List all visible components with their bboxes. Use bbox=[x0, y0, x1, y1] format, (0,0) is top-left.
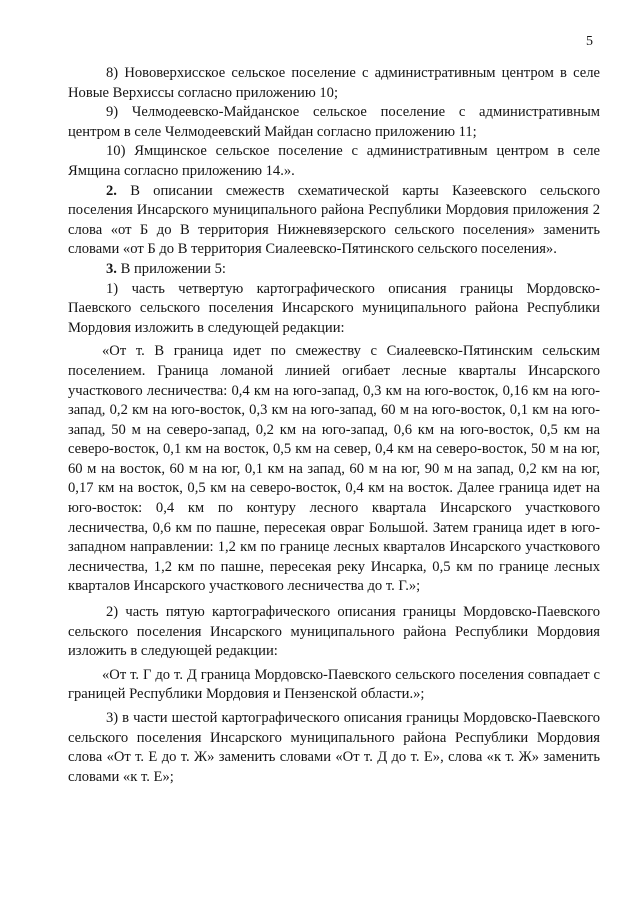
paragraph-item-8: 8) Нововерхисское сельское поселение с административным центром в селе Новые Верхиссы согласно приложению 10; bbox=[68, 65, 600, 101]
paragraph-subitem-2: 2) часть пятую картографического описания границы Мордовско-Паевского сельского поселения Инсарского муниципального района Республики Мордовия изложить в следующей редакции: bbox=[68, 604, 600, 660]
document-body bbox=[68, 64, 600, 787]
paragraph-section-3 bbox=[68, 260, 600, 280]
paragraph-section-2 bbox=[68, 182, 600, 260]
quoted-boundary-description: «От т. В граница идет по смежеству с Сиалеевско-Пятинским сельским поселением. Граница ломаной линией огибает лесные кварталы Инсарского участкового лесничества: 0,4 км на юго-запад, 0,3 км на юго-восток, 0,16 км на юго-запад, 0,2 км на юго-восток, 0,3 км на юго-запад, 60 м на юго-восток, 0,1 км на юго-запад, 50 м на северо-запад, 0,2 км на юго-запад, 0,6 км на юго-восток, 0,5 км на северо-восток, 0,1 км на восток, 0,5 км на север, 0,4 км на северо-восток, 50 м на юг, 60 м на восток, 60 м на юг, 0,1 км на запад, 60 м на юг, 90 м на запад, 0,2 км на юг, 0,17 км на восток, 0,5 км на северо-восток, 0,4 км на восток. Далее граница идет на юго-восток: 0,4 км по контуру лесного квартала Инсарского участкового лесничества, 0,6 км по пашне, пересекая овраг Большой. Затем граница идет в юго-западном направлении: 1,2 км по границе лесных кварталов Инсарского участкового лесничества, 1,2 км по пашне, пересекая реку Инсарка, 0,5 км по границе лесных кварталов Инсарского участкового лесничества до т. Г.»; bbox=[68, 343, 600, 595]
section-number: 2. bbox=[106, 182, 117, 199]
paragraph-subitem-1: 1) часть четвертую картографического описания границы Мордовско-Паевского сельского поселения Инсарского муниципального района Республики Мордовия изложить в следующей редакции: bbox=[68, 280, 600, 336]
page-number: 5 bbox=[586, 34, 593, 49]
quoted-boundary-description: «От т. Г до т. Д граница Мордовско-Паевского сельского поселения совпадает с границей Республики Мордовия и Пензенской области.»; bbox=[68, 666, 600, 703]
paragraph-item-10: 10) Ямщинское сельское поселение с административным центром в селе Ямщина согласно приложению 14.». bbox=[68, 143, 600, 179]
paragraph-text: В приложении 5: bbox=[120, 260, 226, 277]
paragraph-text: В описании смежеств схематической карты Казеевского сельского поселения Инсарского муниципального района Республики Мордовия приложения 2 слова «от Б до В территория Нижневязерского сельского поселения» заменить словами «от Б до В территория Сиалеевско-Пятинского сельского поселения». bbox=[68, 182, 600, 258]
paragraph-item-9: 9) Челмодеевско-Майданское сельское поселение с административным центром в селе Челмодеевский Майдан согласно приложению 11; bbox=[68, 104, 600, 140]
section-number: 3. bbox=[106, 260, 117, 277]
paragraph-subitem-3: 3) в части шестой картографического описания границы Мордовско-Паевского сельского поселения Инсарского муниципального района Республики Мордовия слова «От т. Е до т. Ж» заменить словами «От т. Д до т. Е», слова «к т. Ж» заменить словами «к т. Е»; bbox=[68, 710, 600, 785]
